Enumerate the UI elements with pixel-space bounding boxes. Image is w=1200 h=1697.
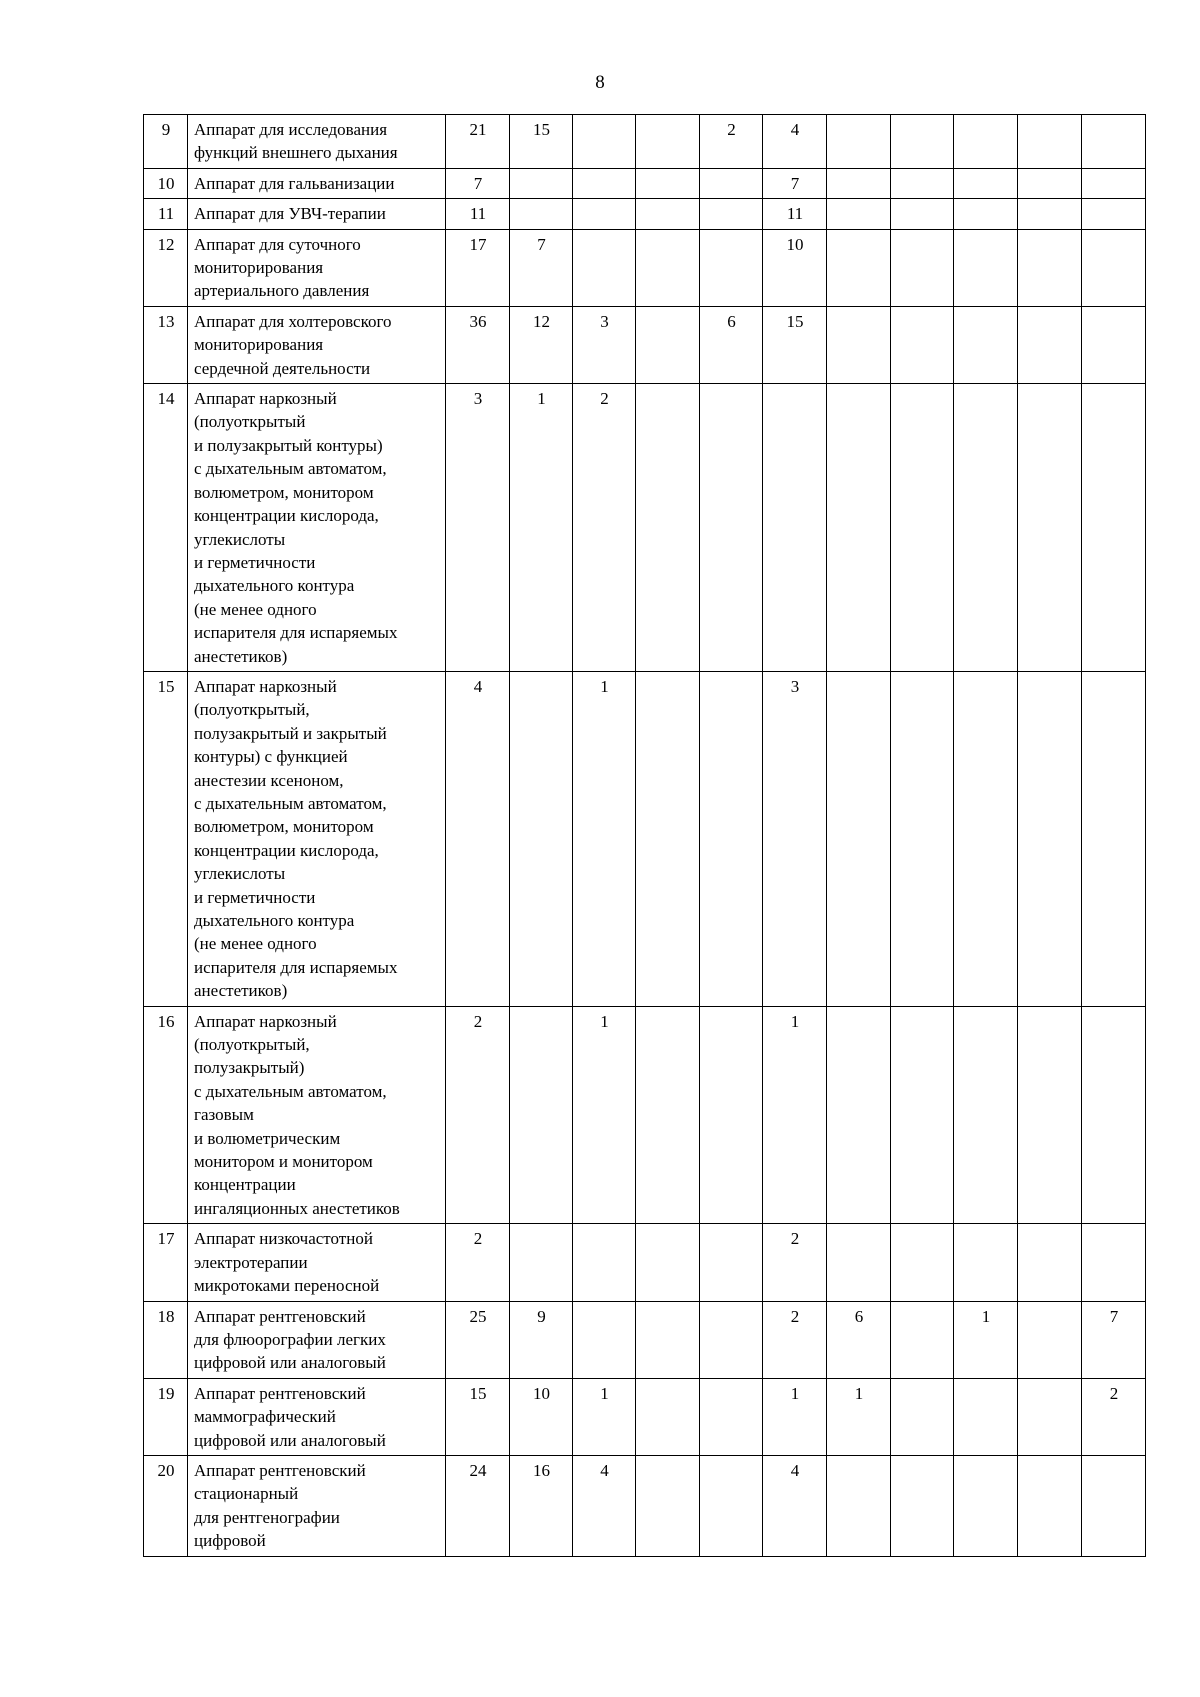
- quantity-cell-col-7: [827, 115, 891, 169]
- equipment-name-cell: [188, 168, 446, 198]
- equipment-name-line: углекислоты: [194, 864, 286, 884]
- quantity-cell-col-11: [1082, 229, 1146, 306]
- table-row: [144, 1378, 1146, 1455]
- table-row: [144, 1301, 1146, 1378]
- quantity-cell-col-8: [891, 1455, 954, 1556]
- quantity-cell-col-4: [636, 115, 700, 169]
- quantity-cell-col-6: 2: [763, 1224, 827, 1301]
- row-number-cell: 11: [144, 199, 188, 229]
- quantity-cell-col-10: [1018, 168, 1082, 198]
- row-number-cell: 10: [144, 168, 188, 198]
- quantity-cell-col-5: [700, 168, 763, 198]
- equipment-name-line: волюметром, монитором: [194, 817, 374, 837]
- equipment-name-line: Аппарат для исследования: [194, 120, 388, 139]
- quantity-cell-col-8: [891, 1224, 954, 1301]
- row-number-cell: 9: [144, 115, 188, 169]
- quantity-cell-col-3: [573, 168, 636, 198]
- quantity-cell-col-4: [636, 671, 700, 1006]
- quantity-cell-col-8: [891, 1006, 954, 1224]
- equipment-name-cell: [188, 229, 446, 306]
- quantity-cell-col-4: [636, 168, 700, 198]
- equipment-name-line: сердечной деятельности: [194, 358, 371, 378]
- equipment-name-line: волюметром, монитором: [194, 482, 374, 502]
- quantity-cell-col-11: [1082, 1224, 1146, 1301]
- quantity-cell-col-9: 1: [954, 1301, 1018, 1378]
- quantity-cell-col-7: [827, 1006, 891, 1224]
- page-number: 8: [595, 72, 605, 93]
- quantity-cell-col-5: [700, 1455, 763, 1556]
- quantity-cell-col-4: [636, 1378, 700, 1455]
- row-number-cell: 12: [144, 229, 188, 306]
- equipment-name-cell: [188, 1224, 446, 1301]
- equipment-name-line: (полуоткрытый,: [194, 1035, 310, 1055]
- equipment-name-line: (не менее одного: [194, 599, 317, 619]
- quantity-cell-col-6: 10: [763, 229, 827, 306]
- quantity-cell-col-9: [954, 1378, 1018, 1455]
- quantity-cell-col-1: 2: [446, 1224, 510, 1301]
- quantity-cell-col-3: [573, 115, 636, 169]
- equipment-name-line: и волюметрическим: [194, 1128, 341, 1148]
- quantity-cell-col-11: [1082, 168, 1146, 198]
- quantity-cell-col-9: [954, 1455, 1018, 1556]
- table-row: [144, 1455, 1146, 1556]
- quantity-cell-col-11: 2: [1082, 1378, 1146, 1455]
- equipment-name-line: для рентгенографии: [194, 1507, 340, 1527]
- equipment-name-line: Аппарат для холтеровского: [194, 311, 392, 331]
- table-row: [144, 115, 1146, 169]
- equipment-name-line: с дыхательным автоматом,: [194, 459, 387, 479]
- row-number-cell: 19: [144, 1378, 188, 1455]
- equipment-name-line: Аппарат для суточного: [194, 234, 361, 254]
- equipment-table: [143, 114, 1146, 1557]
- quantity-cell-col-6: 11: [763, 199, 827, 229]
- quantity-cell-col-1: 7: [446, 168, 510, 198]
- quantity-cell-col-7: [827, 168, 891, 198]
- equipment-name-line: Аппарат наркозный: [194, 389, 337, 409]
- quantity-cell-col-5: [700, 671, 763, 1006]
- equipment-name-cell: [188, 1378, 446, 1455]
- quantity-cell-col-2: 16: [510, 1455, 573, 1556]
- quantity-cell-col-6: 2: [763, 1301, 827, 1378]
- quantity-cell-col-7: [827, 306, 891, 383]
- equipment-name-line: Аппарат для УВЧ-терапии: [194, 204, 386, 224]
- equipment-name-line: и герметичности: [194, 887, 316, 907]
- equipment-name-line: концентрации: [194, 1175, 296, 1195]
- quantity-cell-col-3: 3: [573, 306, 636, 383]
- quantity-cell-col-9: [954, 1006, 1018, 1224]
- quantity-cell-col-2: [510, 168, 573, 198]
- quantity-cell-col-6: 1: [763, 1378, 827, 1455]
- row-number-cell: 16: [144, 1006, 188, 1224]
- equipment-name-line: с дыхательным автоматом,: [194, 793, 387, 813]
- quantity-cell-col-7: [827, 384, 891, 672]
- quantity-cell-col-10: [1018, 1455, 1082, 1556]
- quantity-cell-col-7: [827, 199, 891, 229]
- equipment-name-line: анестезии ксеноном,: [194, 770, 344, 790]
- quantity-cell-col-8: [891, 168, 954, 198]
- quantity-cell-col-8: [891, 199, 954, 229]
- quantity-cell-col-6: 1: [763, 1006, 827, 1224]
- equipment-name-line: анестетиков): [194, 646, 288, 666]
- quantity-cell-col-8: [891, 1378, 954, 1455]
- equipment-name-line: дыхательного контура: [194, 576, 355, 596]
- equipment-name-cell: [188, 1455, 446, 1556]
- quantity-cell-col-3: [573, 1224, 636, 1301]
- equipment-name-line: концентрации кислорода,: [194, 506, 379, 526]
- quantity-cell-col-10: [1018, 1301, 1082, 1378]
- quantity-cell-col-7: 1: [827, 1378, 891, 1455]
- quantity-cell-col-6: 4: [763, 1455, 827, 1556]
- quantity-cell-col-1: 36: [446, 306, 510, 383]
- equipment-name-line: контуры) с функцией: [194, 747, 348, 767]
- quantity-cell-col-3: 1: [573, 671, 636, 1006]
- equipment-name-line: (полуоткрытый,: [194, 700, 310, 720]
- quantity-cell-col-7: [827, 1224, 891, 1301]
- equipment-name-line: монитором и монитором: [194, 1152, 373, 1172]
- quantity-cell-col-2: 10: [510, 1378, 573, 1455]
- equipment-name-line: мониторирования: [194, 335, 324, 355]
- equipment-name-line: газовым: [194, 1105, 254, 1125]
- quantity-cell-col-10: [1018, 115, 1082, 169]
- quantity-cell-col-1: 4: [446, 671, 510, 1006]
- quantity-cell-col-3: [573, 229, 636, 306]
- equipment-name-line: (полуоткрытый: [194, 412, 306, 432]
- quantity-cell-col-8: [891, 671, 954, 1006]
- quantity-cell-col-9: [954, 168, 1018, 198]
- table-row: [144, 671, 1146, 1006]
- equipment-name-line: дыхательного контура: [194, 911, 355, 930]
- quantity-cell-col-1: 11: [446, 199, 510, 229]
- quantity-cell-col-4: [636, 384, 700, 672]
- equipment-name-cell: [188, 384, 446, 672]
- row-number-cell: 15: [144, 671, 188, 1006]
- quantity-cell-col-8: [891, 384, 954, 672]
- quantity-cell-col-2: 7: [510, 229, 573, 306]
- equipment-name-cell: [188, 199, 446, 229]
- quantity-cell-col-1: 21: [446, 115, 510, 169]
- quantity-cell-col-10: [1018, 671, 1082, 1006]
- quantity-cell-col-5: [700, 1224, 763, 1301]
- table-row: [144, 168, 1146, 198]
- quantity-cell-col-9: [954, 115, 1018, 169]
- equipment-name-line: ингаляционных анестетиков: [194, 1198, 400, 1218]
- quantity-cell-col-9: [954, 229, 1018, 306]
- quantity-cell-col-7: [827, 229, 891, 306]
- quantity-cell-col-2: [510, 1006, 573, 1224]
- equipment-name-cell: [188, 306, 446, 383]
- table-row: [144, 1224, 1146, 1301]
- quantity-cell-col-2: [510, 671, 573, 1006]
- quantity-cell-col-4: [636, 1301, 700, 1378]
- quantity-cell-col-11: 7: [1082, 1301, 1146, 1378]
- quantity-cell-col-2: [510, 1224, 573, 1301]
- equipment-name-line: и полузакрытый контуры): [194, 435, 383, 455]
- quantity-cell-col-1: 3: [446, 384, 510, 672]
- quantity-cell-col-11: [1082, 199, 1146, 229]
- equipment-name-line: испарителя для испаряемых: [194, 623, 398, 643]
- equipment-name-line: анестетиков): [194, 981, 288, 1001]
- quantity-cell-col-4: [636, 1006, 700, 1224]
- equipment-name-cell: [188, 671, 446, 1006]
- quantity-cell-col-7: 6: [827, 1301, 891, 1378]
- quantity-cell-col-5: [700, 199, 763, 229]
- quantity-cell-col-5: [700, 1301, 763, 1378]
- quantity-cell-col-1: 24: [446, 1455, 510, 1556]
- quantity-cell-col-5: [700, 229, 763, 306]
- quantity-cell-col-1: 2: [446, 1006, 510, 1224]
- quantity-cell-col-10: [1018, 1006, 1082, 1224]
- quantity-cell-col-3: [573, 1301, 636, 1378]
- table-row: [144, 1006, 1146, 1224]
- quantity-cell-col-11: [1082, 1006, 1146, 1224]
- equipment-name-line: полузакрытый): [194, 1058, 305, 1078]
- quantity-cell-col-5: 2: [700, 115, 763, 169]
- quantity-cell-col-10: [1018, 1224, 1082, 1301]
- quantity-cell-col-6: [763, 384, 827, 672]
- equipment-name-line: полузакрытый и закрытый: [194, 723, 387, 743]
- equipment-name-line: Аппарат низкочастотной: [194, 1229, 373, 1249]
- equipment-name-line: углекислоты: [194, 529, 286, 549]
- quantity-cell-col-11: [1082, 115, 1146, 169]
- quantity-cell-col-10: [1018, 306, 1082, 383]
- equipment-name-line: Аппарат рентгеновский: [194, 1383, 366, 1403]
- equipment-name-line: маммографический: [194, 1407, 336, 1427]
- row-number-cell: 17: [144, 1224, 188, 1301]
- equipment-name-line: функций внешнего дыхания: [194, 143, 398, 163]
- equipment-name-cell: [188, 1301, 446, 1378]
- quantity-cell-col-2: 9: [510, 1301, 573, 1378]
- quantity-cell-col-1: 25: [446, 1301, 510, 1378]
- equipment-name-line: электротерапии: [194, 1252, 308, 1272]
- quantity-cell-col-5: [700, 384, 763, 672]
- equipment-name-cell: [188, 1006, 446, 1224]
- equipment-name-line: и герметичности: [194, 552, 316, 572]
- row-number-cell: 13: [144, 306, 188, 383]
- quantity-cell-col-6: 3: [763, 671, 827, 1006]
- quantity-cell-col-4: [636, 1455, 700, 1556]
- quantity-cell-col-1: 15: [446, 1378, 510, 1455]
- quantity-cell-col-8: [891, 1301, 954, 1378]
- quantity-cell-col-2: 12: [510, 306, 573, 383]
- quantity-cell-col-6: 7: [763, 168, 827, 198]
- equipment-name-line: Аппарат наркозный: [194, 1011, 337, 1031]
- table-row: [144, 306, 1146, 383]
- quantity-cell-col-2: 15: [510, 115, 573, 169]
- equipment-name-line: цифровой или аналоговый: [194, 1353, 386, 1373]
- quantity-cell-col-2: [510, 199, 573, 229]
- equipment-name-line: Аппарат наркозный: [194, 676, 337, 696]
- equipment-name-line: (не менее одного: [194, 934, 317, 954]
- quantity-cell-col-4: [636, 229, 700, 306]
- equipment-name-line: цифровой или аналоговый: [194, 1430, 386, 1450]
- equipment-name-line: микротоками переносной: [194, 1276, 380, 1296]
- equipment-name-line: с дыхательным автоматом,: [194, 1081, 387, 1101]
- equipment-name-line: Аппарат рентгеновский: [194, 1460, 366, 1480]
- quantity-cell-col-11: [1082, 671, 1146, 1006]
- quantity-cell-col-11: [1082, 306, 1146, 383]
- quantity-cell-col-7: [827, 671, 891, 1006]
- quantity-cell-col-6: 4: [763, 115, 827, 169]
- quantity-cell-col-11: [1082, 1455, 1146, 1556]
- quantity-cell-col-4: [636, 306, 700, 383]
- table-row: [144, 229, 1146, 306]
- equipment-name-cell: [188, 115, 446, 169]
- table-row: [144, 199, 1146, 229]
- quantity-cell-col-9: [954, 671, 1018, 1006]
- quantity-cell-col-11: [1082, 384, 1146, 672]
- quantity-cell-col-8: [891, 306, 954, 383]
- quantity-cell-col-10: [1018, 229, 1082, 306]
- quantity-cell-col-10: [1018, 199, 1082, 229]
- row-number-cell: 14: [144, 384, 188, 672]
- equipment-name-line: для флюорографии легких: [194, 1329, 386, 1349]
- row-number-cell: 20: [144, 1455, 188, 1556]
- quantity-cell-col-4: [636, 1224, 700, 1301]
- quantity-cell-col-3: 1: [573, 1006, 636, 1224]
- equipment-name-line: артериального давления: [194, 281, 370, 301]
- quantity-cell-col-5: [700, 1006, 763, 1224]
- quantity-cell-col-4: [636, 199, 700, 229]
- equipment-name-line: цифровой: [194, 1531, 266, 1551]
- quantity-cell-col-9: [954, 306, 1018, 383]
- equipment-name-line: мониторирования: [194, 258, 324, 278]
- quantity-cell-col-3: 4: [573, 1455, 636, 1556]
- table-row: [144, 384, 1146, 672]
- quantity-cell-col-6: 15: [763, 306, 827, 383]
- quantity-cell-col-7: [827, 1455, 891, 1556]
- quantity-cell-col-2: 1: [510, 384, 573, 672]
- quantity-cell-col-5: [700, 1378, 763, 1455]
- equipment-name-line: испарителя для испаряемых: [194, 957, 398, 977]
- quantity-cell-col-1: 17: [446, 229, 510, 306]
- row-number-cell: 18: [144, 1301, 188, 1378]
- quantity-cell-col-3: 2: [573, 384, 636, 672]
- quantity-cell-col-10: [1018, 1378, 1082, 1455]
- equipment-name-line: Аппарат для гальванизации: [194, 173, 395, 193]
- quantity-cell-col-5: 6: [700, 306, 763, 383]
- quantity-cell-col-8: [891, 115, 954, 169]
- equipment-name-line: стационарный: [194, 1484, 299, 1504]
- quantity-cell-col-9: [954, 384, 1018, 672]
- table-body: [144, 115, 1146, 1557]
- equipment-name-line: Аппарат рентгеновский: [194, 1306, 366, 1326]
- quantity-cell-col-10: [1018, 384, 1082, 672]
- quantity-cell-col-3: [573, 199, 636, 229]
- quantity-cell-col-9: [954, 199, 1018, 229]
- quantity-cell-col-8: [891, 229, 954, 306]
- quantity-cell-col-3: 1: [573, 1378, 636, 1455]
- equipment-name-line: концентрации кислорода,: [194, 840, 379, 860]
- quantity-cell-col-9: [954, 1224, 1018, 1301]
